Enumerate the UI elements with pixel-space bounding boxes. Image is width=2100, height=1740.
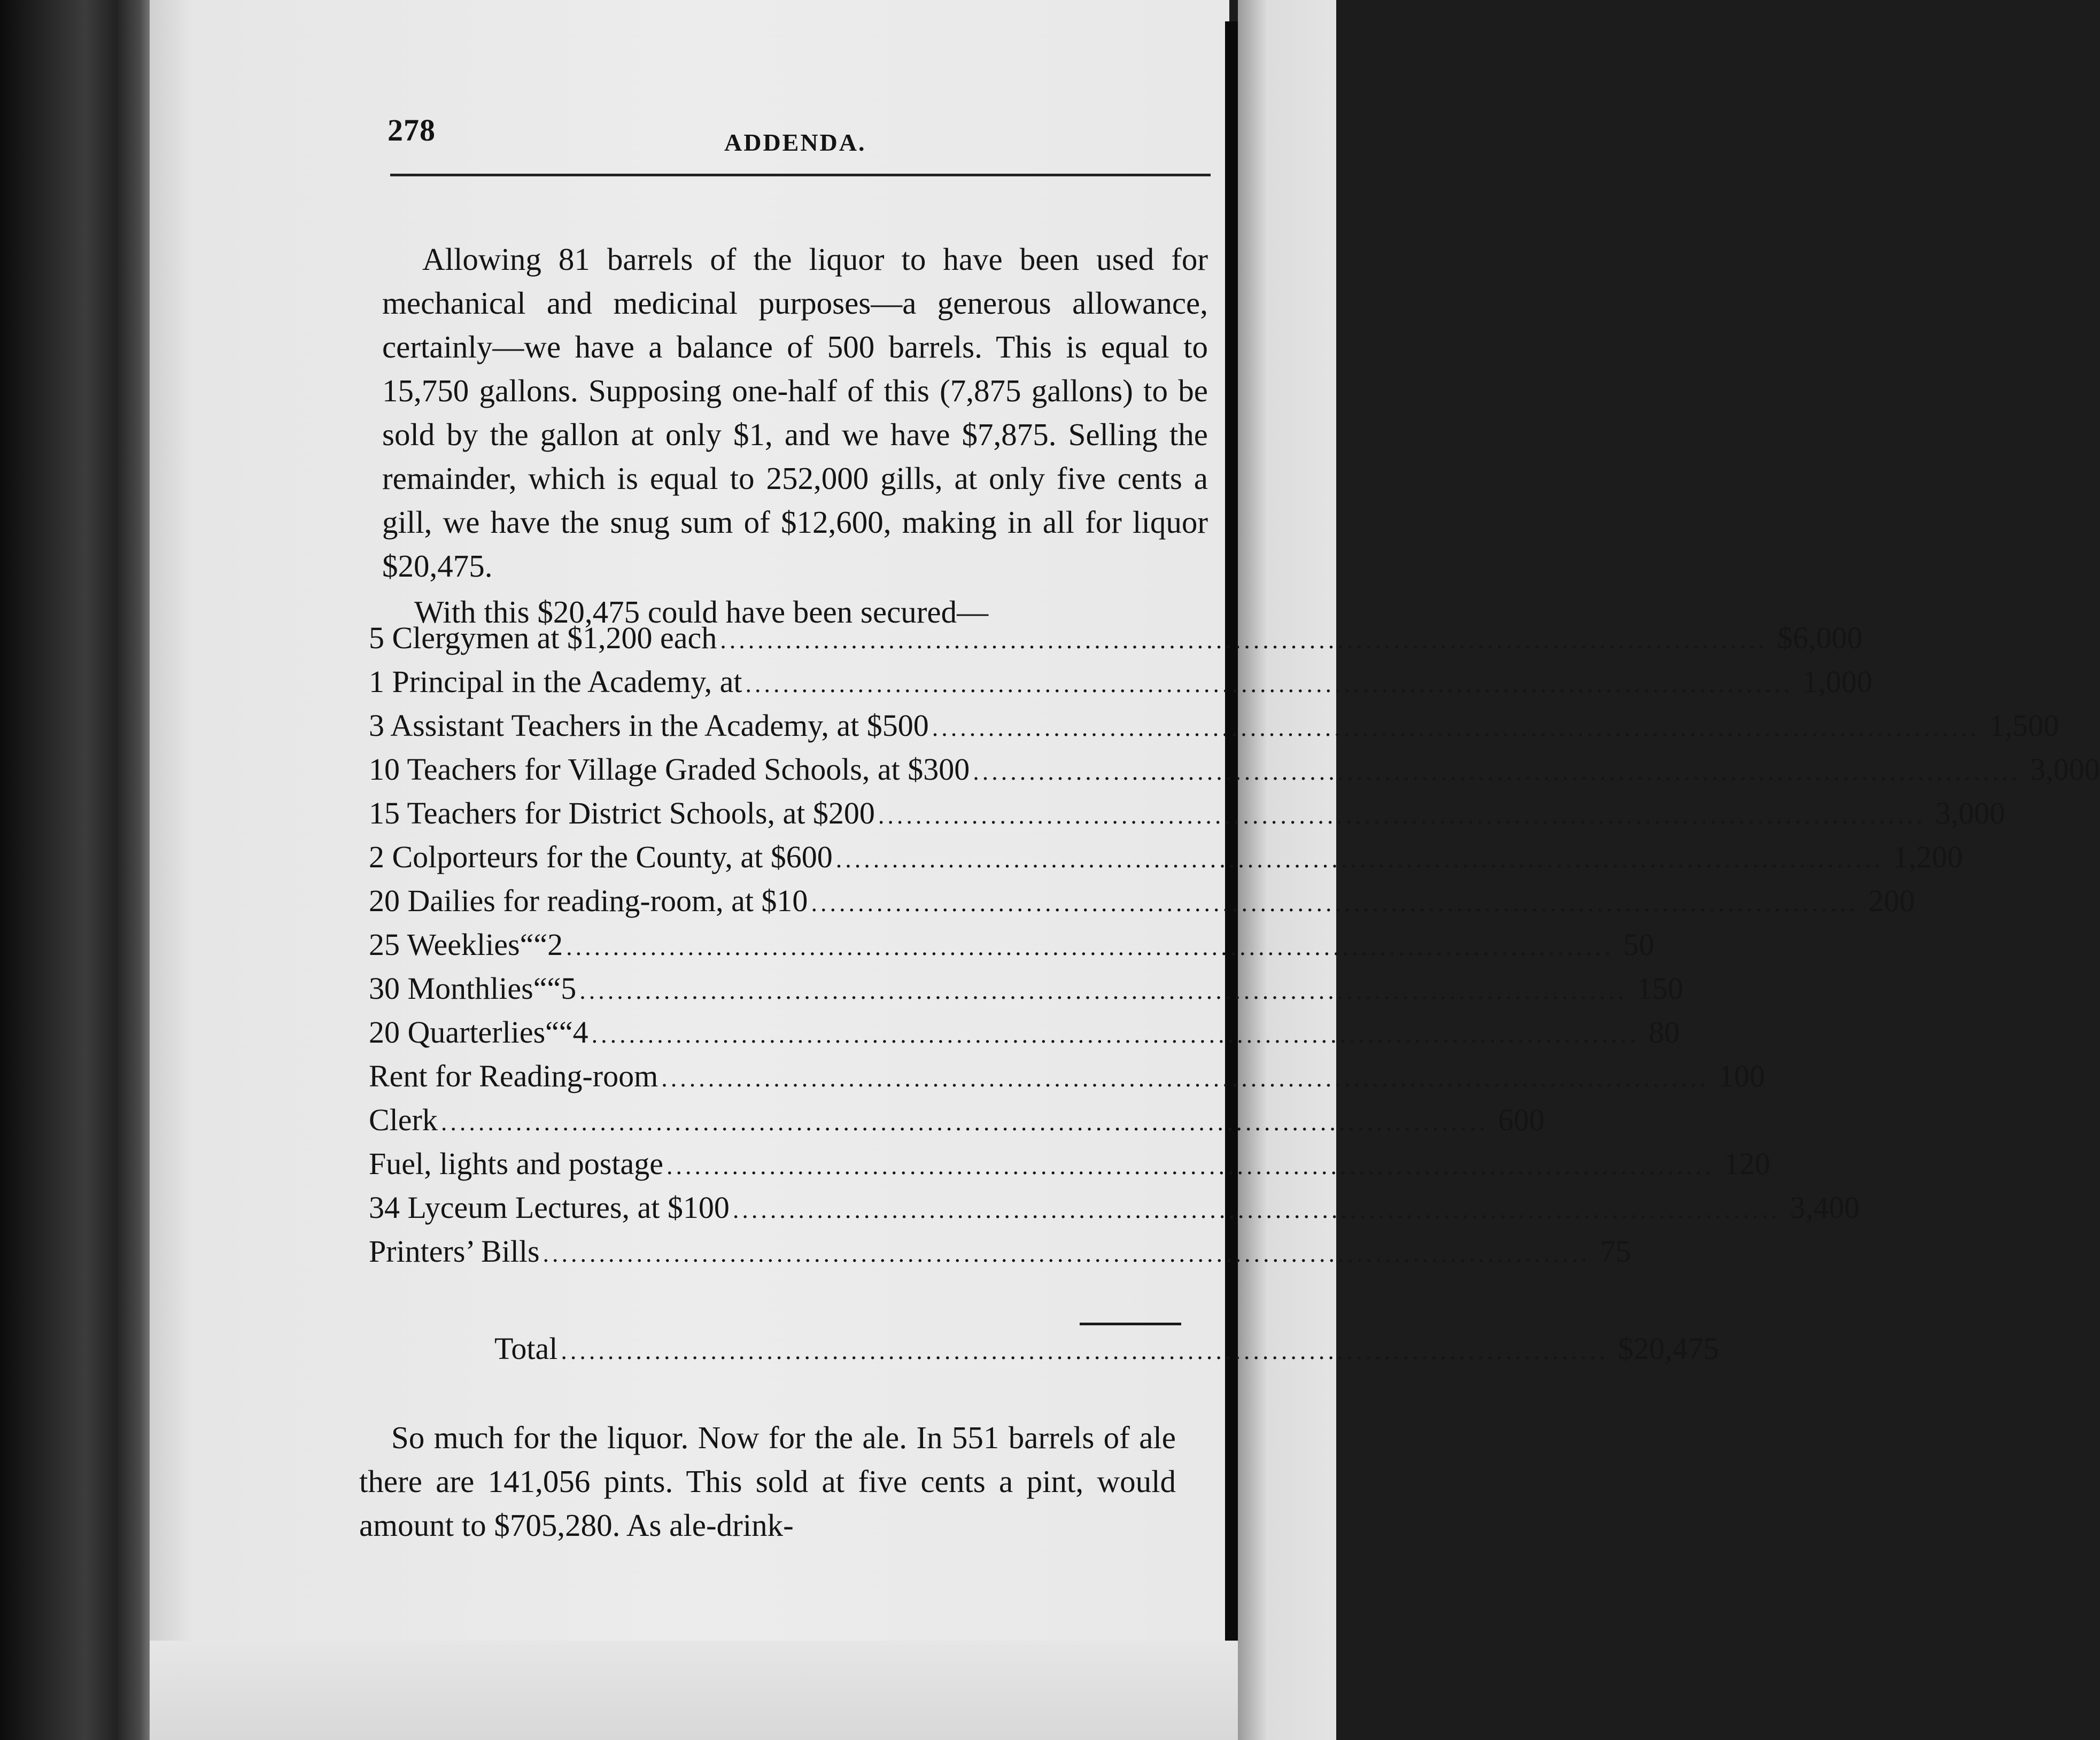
ledger-item-amount: 120 <box>1723 1146 1770 1181</box>
ledger-row <box>369 927 1655 969</box>
dot-leader: ................................................................................................................ <box>973 758 2021 785</box>
paragraph-ale-calculation: So much for the liquor. Now for the ale. In 551 barrels of ale there are 141,056 pints. This sold at five cents a pint, would amount to $705,280. As ale-drink- <box>359 1420 1176 1543</box>
ledger-item-rate: 2 <box>547 927 563 962</box>
ledger-item-amount: 200 <box>1868 883 1915 918</box>
ledger-item-label: 3 Assistant Teachers in the Academy, at $500 <box>369 708 929 743</box>
dot-leader: ................................................................................................................ <box>732 1196 1780 1223</box>
ledger-item-label: Rent for Reading-room <box>369 1059 658 1093</box>
ledger-item-label: 5 Clergymen at $1,200 each <box>369 620 717 655</box>
ledger-row <box>369 1014 1680 1057</box>
total-rule <box>1080 1323 1181 1325</box>
ledger-item-amount: 3,400 <box>1789 1190 1860 1225</box>
ledger-item-label: 20 Quarterlies <box>369 1015 546 1050</box>
dot-leader: ................................................................................................................ <box>661 1065 1709 1092</box>
ledger-row <box>369 1058 1765 1101</box>
dot-leader: ................................................................................................................ <box>566 933 1614 960</box>
paragraph-liquor-calculation: Allowing 81 barrels of the liquor to have been used for mechanical and medicinal purposes—a generous allowance, certainly—we have a balance of 500 barrels. This is equal to 15,750 gallons. Supposing one-half of this (7,875 gallons) to be sold by the gallon at only $1, and we have $7,875. Selling the remainder, which is equal to 252,000 gills, at only five cents a gill, we have the snug sum of $12,600, making in all for liquor $20,475. <box>382 242 1208 584</box>
header-rule <box>390 174 1211 176</box>
dot-leader: ................................................................................................................ <box>579 977 1628 1004</box>
dot-leader: ................................................................................................................ <box>811 889 1859 916</box>
ledger-row <box>369 1146 1770 1189</box>
ledger-item-label: Clerk <box>369 1102 438 1137</box>
dot-leader: ................................................................................................................ <box>745 670 1793 697</box>
ditto-mark: “ <box>520 927 534 962</box>
dot-leader: ................................................................................................................ <box>720 626 1768 654</box>
dot-leader: ................................................................................................................ <box>543 1240 1591 1267</box>
total-label: Total <box>494 1331 558 1366</box>
ledger-item-label: 25 Weeklies <box>369 927 520 962</box>
ledger-row <box>369 708 2059 750</box>
ledger-row <box>369 664 1872 706</box>
ledger-item-amount: 80 <box>1648 1015 1680 1050</box>
ledger-item-label: Printers’ Bills <box>369 1234 540 1269</box>
ledger-item-label: 30 Monthlies <box>369 971 533 1006</box>
total-amount: $20,475 <box>1618 1331 1719 1366</box>
running-head <box>388 112 1211 171</box>
ledger-item-label: 1 Principal in the Academy, at <box>369 664 742 699</box>
dot-leader: ................................................................................................................ <box>878 802 1926 829</box>
ledger-item-amount: 1,500 <box>1989 708 2059 743</box>
dot-leader: ................................................................................................................ <box>932 714 1980 741</box>
dot-leader: ................................................................................................................ <box>440 1108 1489 1136</box>
ledger-item-amount: 1,000 <box>1802 664 1872 699</box>
ledger-item-amount: 1,200 <box>1893 840 1963 874</box>
dot-leader: ................................................................................................................ <box>561 1337 1609 1364</box>
ledger-item-label: 20 Dailies for reading-room, at $10 <box>369 883 808 918</box>
ledger-row <box>369 1102 1545 1145</box>
ledger-item-rate: 4 <box>572 1015 588 1050</box>
ledger-item-label: 10 Teachers for Village Graded Schools, at $300 <box>369 752 970 787</box>
ledger-item-label: Fuel, lights and postage <box>369 1146 663 1181</box>
book-binding-edge <box>0 0 155 1740</box>
ledger-row <box>369 1233 1631 1276</box>
running-title: ADDENDA. <box>724 129 866 156</box>
paragraph-intro-list: With this $20,475 could have been secured— <box>414 594 989 630</box>
page-bottom-margin <box>150 1641 1238 1740</box>
dot-leader: ................................................................................................................ <box>835 845 1884 873</box>
ledger-row <box>369 1190 1860 1232</box>
ditto-mark: “ <box>545 1015 559 1050</box>
ledger-row <box>369 839 1963 882</box>
ledger-item-label: 2 Colporteurs for the County, at $600 <box>369 840 833 874</box>
ledger-item-label: 34 Lyceum Lectures, at $100 <box>369 1190 730 1225</box>
ledger-row <box>369 620 1863 663</box>
dot-leader: ................................................................................................................ <box>666 1152 1714 1179</box>
ditto-mark: “ <box>559 1015 573 1050</box>
ledger-row <box>369 795 2005 838</box>
ditto-mark: “ <box>547 971 561 1006</box>
ledger-item-amount: 600 <box>1498 1102 1545 1137</box>
ledger-item-amount: 50 <box>1623 927 1655 962</box>
page-gutter-shadow <box>1225 21 1238 1641</box>
ditto-mark: “ <box>533 971 547 1006</box>
ledger-row <box>369 883 1915 926</box>
ledger-item-amount: 75 <box>1600 1234 1631 1269</box>
page-number: 278 <box>388 113 436 147</box>
ditto-mark: “ <box>533 927 548 962</box>
ledger-item-amount: 3,000 <box>1935 796 2005 830</box>
ledger-item-amount: $6,000 <box>1777 620 1863 655</box>
ledger-row <box>369 970 1684 1013</box>
ledger-item-label: 15 Teachers for District Schools, at $200 <box>369 796 875 830</box>
expense-ledger <box>369 620 2100 1315</box>
ledger-item-rate: 5 <box>561 971 577 1006</box>
dot-leader: ................................................................................................................ <box>591 1021 1639 1048</box>
total-row <box>494 1331 1719 1373</box>
ledger-item-amount: 100 <box>1718 1059 1765 1093</box>
ledger-item-amount: 3,000 <box>2030 752 2100 787</box>
ledger-row <box>369 751 2100 794</box>
ledger-item-amount: 150 <box>1637 971 1684 1006</box>
